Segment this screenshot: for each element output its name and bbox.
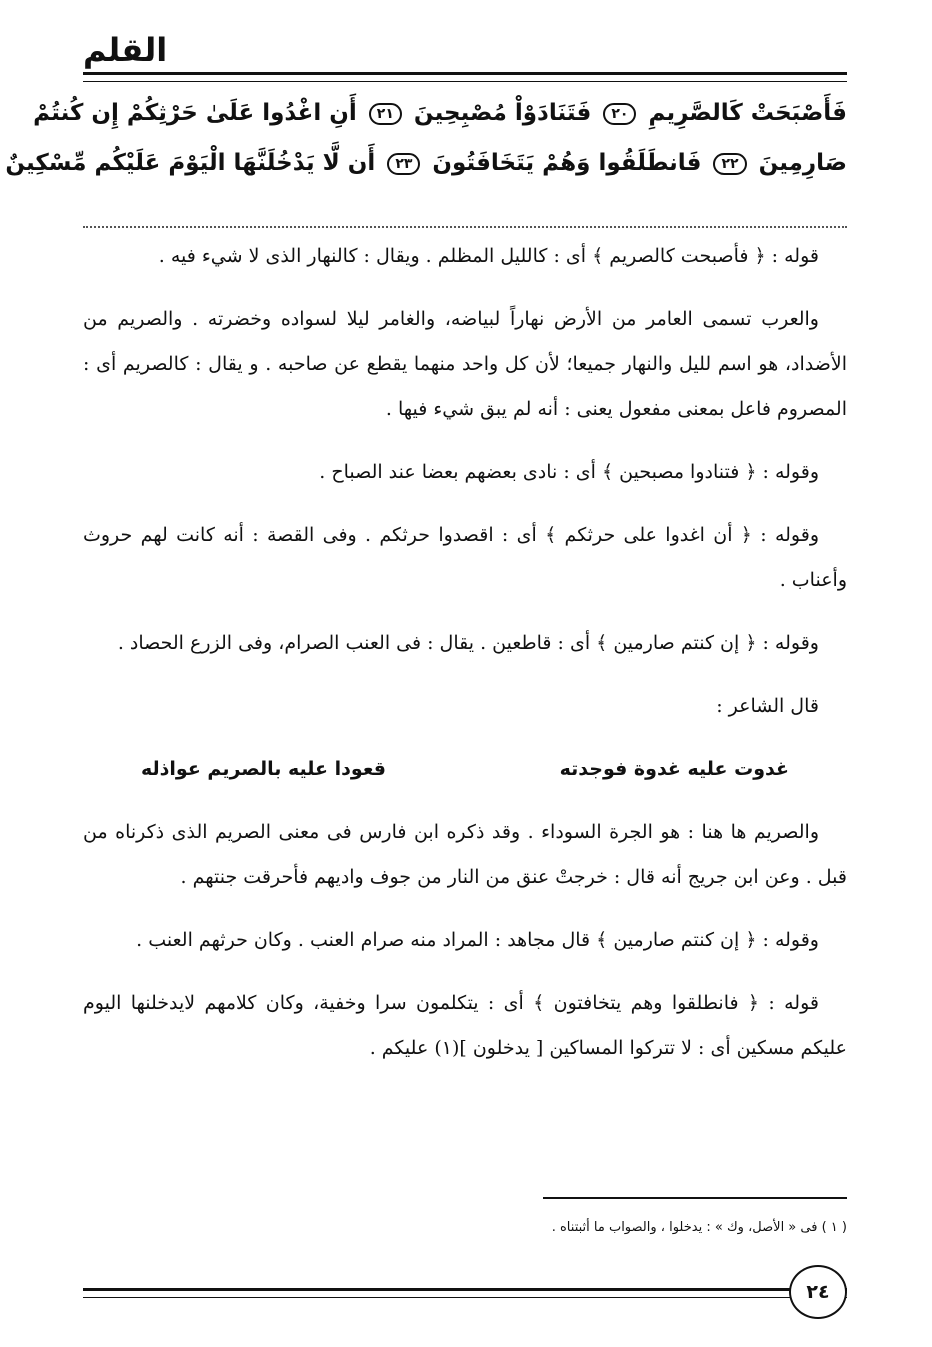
paragraph: وقوله : ﴿ فتنادوا مصبحين ﴾ أى : نادى بعضهم بعضا عند الصباح . <box>320 461 820 483</box>
footnote-rule <box>544 1197 848 1199</box>
commentary-body <box>84 234 848 1071</box>
footer-rule <box>84 1288 848 1298</box>
poem-couplet <box>84 747 848 792</box>
ayah-number: ٢٢ <box>714 153 747 175</box>
verse-text: فَانطَلَقُوا وَهُمْ يَتَخَافَتُونَ <box>433 150 703 176</box>
surah-title: القلم <box>84 31 169 69</box>
ayah-number: ٢١ <box>370 103 403 125</box>
page-number: ٢٤ <box>790 1265 848 1319</box>
paragraph: قوله : ﴿ فأصبحت كالصريم ﴾ أى : كالليل المظلم . ويقال : كالنهار الذى لا شيء فيه . <box>159 245 820 267</box>
paragraph: وقوله : ﴿ إن كنتم صارمين ﴾ قال مجاهد : المراد منه صرام العنب . وكان حرثهم العنب . <box>137 929 820 951</box>
poem-hemistich-left: قعودا عليه بالصريم عواذله <box>142 758 387 780</box>
header-rule <box>84 72 848 82</box>
paragraph: والعرب تسمى العامر من الأرض نهاراً لبياضه، والغامر ليلا لسواده وخضرته . والصريم من الأضداد، هو اسم لليل والنهار جميعا؛ لأن كل واحد منهما يقطع عن صاحبه . و يقال : كالصريم أى : المصروم فاعل بمعنى مفعول يعنى : أنه لم يبق شيء فيها . <box>84 308 848 420</box>
verse-text: فَتَنَادَوْاْ مُصْبِحِينَ <box>414 100 593 126</box>
verse-text: صَارِمِينَ <box>759 150 848 176</box>
verse-text: فَأَصْبَحَتْ كَالصَّرِيمِ <box>649 100 848 126</box>
quran-verses <box>6 88 848 188</box>
paragraph: قوله : ﴿ فانطلقوا وهم يتخافتون ﴾ أى : يتكلمون سرا وخفية، وكان كلامهم لايدخلنها اليوم عليكم مسكين أى : لا تتركوا المساكين [ يدخلون ](١) عليكم . <box>84 992 848 1059</box>
paragraph: وقوله : ﴿ إن كنتم صارمين ﴾ أى : قاطعين . يقال : فى العنب الصرام، وفى الزرع الحصاد . <box>118 632 820 654</box>
paragraph: والصريم ها هنا : هو الجرة السوداء . وقد ذكره ابن فارس فى معنى الصريم الذى ذكرناه من قبل . وعن ابن جريج أنه قال : خرجتْ عنق من النار من جوف واديهم فأحرقت جنتهم . <box>84 821 848 888</box>
verse-text: أَن لَّا يَدْخُلَنَّهَا الْيَوْمَ عَلَيْكُم مِّسْكِينٌ <box>6 150 377 176</box>
verse-text: أَنِ اغْدُوا عَلَىٰ حَرْثِكُمْ إِن كُنتُمْ <box>34 100 358 126</box>
ayah-number: ٢٣ <box>388 153 421 175</box>
ayah-number: ٢٠ <box>604 103 637 125</box>
verse-line <box>6 138 848 188</box>
paragraph: قال الشاعر : <box>717 695 820 717</box>
poem-hemistich-right: غدوت عليه غدوة فوجدته <box>560 758 790 780</box>
paragraph: وقوله : ﴿ أن اغدوا على حرثكم ﴾ أى : اقصدوا حرثكم . وفى القصة : أنه كانت لهم حروث وأعناب . <box>84 524 848 591</box>
verses-separator <box>84 226 848 228</box>
verse-line <box>34 88 848 138</box>
footnote: ( ١ ) فى « الأصل، وك » : يدخلوا ، والصواب ما أثبتناه . <box>552 1220 848 1235</box>
